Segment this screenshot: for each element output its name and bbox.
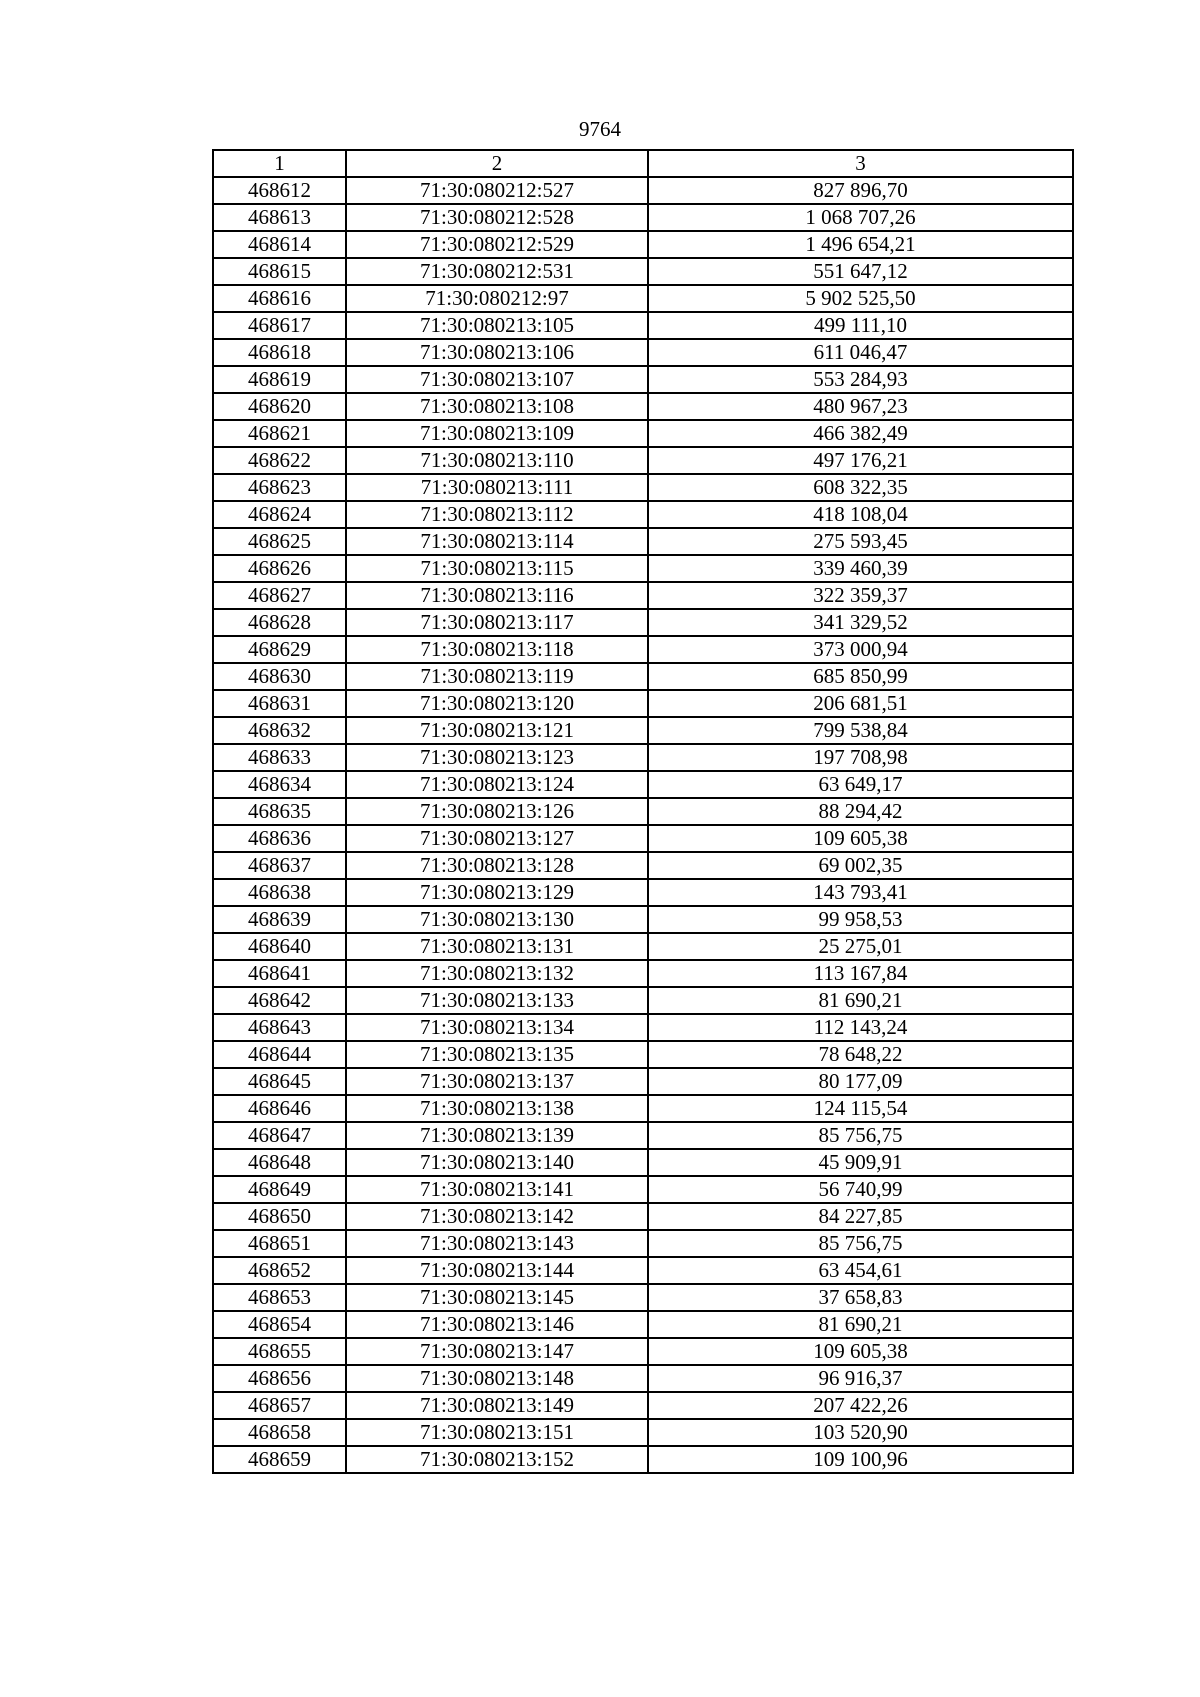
table-row (213, 960, 1073, 987)
row-number-cell: 468641 (213, 960, 346, 987)
value-cell: 85 756,75 (648, 1230, 1073, 1257)
row-number-cell: 468631 (213, 690, 346, 717)
row-number-cell: 468646 (213, 1095, 346, 1122)
table-row (213, 1014, 1073, 1041)
value-cell: 109 100,96 (648, 1446, 1073, 1473)
row-number-cell: 468649 (213, 1176, 346, 1203)
table-row (213, 1446, 1073, 1473)
table-row (213, 231, 1073, 258)
table-row (213, 1284, 1073, 1311)
cadastral-number-cell: 71:30:080213:144 (346, 1257, 648, 1284)
value-cell: 56 740,99 (648, 1176, 1073, 1203)
table-row (213, 204, 1073, 231)
cadastral-number-cell: 71:30:080212:528 (346, 204, 648, 231)
row-number-cell: 468639 (213, 906, 346, 933)
row-number-cell: 468638 (213, 879, 346, 906)
value-cell: 37 658,83 (648, 1284, 1073, 1311)
header-cell-2: 2 (346, 150, 648, 177)
cadastral-number-cell: 71:30:080212:531 (346, 258, 648, 285)
table-row (213, 474, 1073, 501)
table-row (213, 1041, 1073, 1068)
cadastral-number-cell: 71:30:080213:142 (346, 1203, 648, 1230)
table-row (213, 1203, 1073, 1230)
value-cell: 5 902 525,50 (648, 285, 1073, 312)
table-row (213, 1122, 1073, 1149)
cadastral-number-cell: 71:30:080213:129 (346, 879, 648, 906)
row-number-cell: 468618 (213, 339, 346, 366)
value-cell: 497 176,21 (648, 447, 1073, 474)
value-cell: 341 329,52 (648, 609, 1073, 636)
value-cell: 109 605,38 (648, 825, 1073, 852)
value-cell: 45 909,91 (648, 1149, 1073, 1176)
value-cell: 112 143,24 (648, 1014, 1073, 1041)
cadastral-number-cell: 71:30:080213:123 (346, 744, 648, 771)
registry-table (212, 149, 1074, 1474)
cadastral-number-cell: 71:30:080213:112 (346, 501, 648, 528)
table-row (213, 1365, 1073, 1392)
value-cell: 25 275,01 (648, 933, 1073, 960)
table-row (213, 1257, 1073, 1284)
row-number-cell: 468640 (213, 933, 346, 960)
row-number-cell: 468637 (213, 852, 346, 879)
value-cell: 63 649,17 (648, 771, 1073, 798)
header-cell-1: 1 (213, 150, 346, 177)
row-number-cell: 468622 (213, 447, 346, 474)
cadastral-number-cell: 71:30:080213:137 (346, 1068, 648, 1095)
cadastral-number-cell: 71:30:080213:120 (346, 690, 648, 717)
row-number-cell: 468614 (213, 231, 346, 258)
row-number-cell: 468658 (213, 1419, 346, 1446)
row-number-cell: 468627 (213, 582, 346, 609)
table-row (213, 879, 1073, 906)
cadastral-number-cell: 71:30:080213:135 (346, 1041, 648, 1068)
table-row (213, 1068, 1073, 1095)
row-number-cell: 468635 (213, 798, 346, 825)
table-row (213, 447, 1073, 474)
value-cell: 207 422,26 (648, 1392, 1073, 1419)
value-cell: 81 690,21 (648, 1311, 1073, 1338)
value-cell: 109 605,38 (648, 1338, 1073, 1365)
cadastral-number-cell: 71:30:080213:127 (346, 825, 648, 852)
cadastral-number-cell: 71:30:080213:110 (346, 447, 648, 474)
row-number-cell: 468642 (213, 987, 346, 1014)
table-row (213, 1392, 1073, 1419)
cadastral-number-cell: 71:30:080213:146 (346, 1311, 648, 1338)
table-row (213, 177, 1073, 204)
row-number-cell: 468656 (213, 1365, 346, 1392)
value-cell: 799 538,84 (648, 717, 1073, 744)
row-number-cell: 468644 (213, 1041, 346, 1068)
value-cell: 197 708,98 (648, 744, 1073, 771)
table-row (213, 393, 1073, 420)
value-cell: 1 068 707,26 (648, 204, 1073, 231)
cadastral-number-cell: 71:30:080213:117 (346, 609, 648, 636)
table-row (213, 339, 1073, 366)
row-number-cell: 468630 (213, 663, 346, 690)
table-row (213, 285, 1073, 312)
cadastral-number-cell: 71:30:080213:138 (346, 1095, 648, 1122)
row-number-cell: 468633 (213, 744, 346, 771)
table-row (213, 1338, 1073, 1365)
cadastral-number-cell: 71:30:080213:140 (346, 1149, 648, 1176)
row-number-cell: 468652 (213, 1257, 346, 1284)
header-row (213, 150, 1073, 177)
cadastral-number-cell: 71:30:080212:529 (346, 231, 648, 258)
row-number-cell: 468617 (213, 312, 346, 339)
row-number-cell: 468655 (213, 1338, 346, 1365)
row-number-cell: 468643 (213, 1014, 346, 1041)
row-number-cell: 468634 (213, 771, 346, 798)
cadastral-number-cell: 71:30:080213:114 (346, 528, 648, 555)
value-cell: 418 108,04 (648, 501, 1073, 528)
value-cell: 63 454,61 (648, 1257, 1073, 1284)
cadastral-number-cell: 71:30:080213:143 (346, 1230, 648, 1257)
row-number-cell: 468621 (213, 420, 346, 447)
cadastral-number-cell: 71:30:080213:134 (346, 1014, 648, 1041)
table-row (213, 420, 1073, 447)
value-cell: 1 496 654,21 (648, 231, 1073, 258)
cadastral-number-cell: 71:30:080212:527 (346, 177, 648, 204)
row-number-cell: 468616 (213, 285, 346, 312)
row-number-cell: 468648 (213, 1149, 346, 1176)
cadastral-number-cell: 71:30:080213:130 (346, 906, 648, 933)
row-number-cell: 468651 (213, 1230, 346, 1257)
row-number-cell: 468625 (213, 528, 346, 555)
cadastral-number-cell: 71:30:080213:128 (346, 852, 648, 879)
row-number-cell: 468645 (213, 1068, 346, 1095)
row-number-cell: 468624 (213, 501, 346, 528)
row-number-cell: 468650 (213, 1203, 346, 1230)
cadastral-number-cell: 71:30:080213:133 (346, 987, 648, 1014)
table-row (213, 987, 1073, 1014)
value-cell: 551 647,12 (648, 258, 1073, 285)
row-number-cell: 468623 (213, 474, 346, 501)
cadastral-number-cell: 71:30:080213:111 (346, 474, 648, 501)
table-row (213, 501, 1073, 528)
cadastral-number-cell: 71:30:080213:141 (346, 1176, 648, 1203)
value-cell: 113 167,84 (648, 960, 1073, 987)
value-cell: 78 648,22 (648, 1041, 1073, 1068)
header-cell-3: 3 (648, 150, 1073, 177)
value-cell: 81 690,21 (648, 987, 1073, 1014)
cadastral-number-cell: 71:30:080213:116 (346, 582, 648, 609)
table-row (213, 852, 1073, 879)
cadastral-number-cell: 71:30:080213:105 (346, 312, 648, 339)
cadastral-number-cell: 71:30:080213:145 (346, 1284, 648, 1311)
cadastral-number-cell: 71:30:080213:139 (346, 1122, 648, 1149)
table-row (213, 690, 1073, 717)
value-cell: 553 284,93 (648, 366, 1073, 393)
value-cell: 339 460,39 (648, 555, 1073, 582)
value-cell: 275 593,45 (648, 528, 1073, 555)
value-cell: 206 681,51 (648, 690, 1073, 717)
row-number-cell: 468654 (213, 1311, 346, 1338)
cadastral-number-cell: 71:30:080213:149 (346, 1392, 648, 1419)
table-row (213, 906, 1073, 933)
row-number-cell: 468612 (213, 177, 346, 204)
cadastral-number-cell: 71:30:080213:108 (346, 393, 648, 420)
cadastral-number-cell: 71:30:080213:107 (346, 366, 648, 393)
table-row (213, 636, 1073, 663)
cadastral-number-cell: 71:30:080213:126 (346, 798, 648, 825)
row-number-cell: 468613 (213, 204, 346, 231)
value-cell: 88 294,42 (648, 798, 1073, 825)
value-cell: 685 850,99 (648, 663, 1073, 690)
row-number-cell: 468620 (213, 393, 346, 420)
table-row (213, 744, 1073, 771)
table-row (213, 825, 1073, 852)
row-number-cell: 468653 (213, 1284, 346, 1311)
value-cell: 85 756,75 (648, 1122, 1073, 1149)
cadastral-number-cell: 71:30:080213:148 (346, 1365, 648, 1392)
cadastral-number-cell: 71:30:080213:151 (346, 1419, 648, 1446)
table-row (213, 609, 1073, 636)
value-cell: 322 359,37 (648, 582, 1073, 609)
table-row (213, 1176, 1073, 1203)
page-number: 9764 (579, 117, 621, 141)
row-number-cell: 468657 (213, 1392, 346, 1419)
value-cell: 84 227,85 (648, 1203, 1073, 1230)
cadastral-number-cell: 71:30:080213:109 (346, 420, 648, 447)
table-row (213, 663, 1073, 690)
cadastral-number-cell: 71:30:080213:118 (346, 636, 648, 663)
table-row (213, 1230, 1073, 1257)
value-cell: 124 115,54 (648, 1095, 1073, 1122)
row-number-cell: 468647 (213, 1122, 346, 1149)
row-number-cell: 468659 (213, 1446, 346, 1473)
table-row (213, 555, 1073, 582)
cadastral-number-cell: 71:30:080213:147 (346, 1338, 648, 1365)
table-row (213, 933, 1073, 960)
cadastral-number-cell: 71:30:080213:121 (346, 717, 648, 744)
value-cell: 373 000,94 (648, 636, 1073, 663)
cadastral-number-cell: 71:30:080212:97 (346, 285, 648, 312)
table-row (213, 1095, 1073, 1122)
value-cell: 611 046,47 (648, 339, 1073, 366)
table-row (213, 1419, 1073, 1446)
value-cell: 103 520,90 (648, 1419, 1073, 1446)
value-cell: 466 382,49 (648, 420, 1073, 447)
value-cell: 480 967,23 (648, 393, 1073, 420)
table-row (213, 528, 1073, 555)
cadastral-number-cell: 71:30:080213:119 (346, 663, 648, 690)
table-row (213, 312, 1073, 339)
row-number-cell: 468626 (213, 555, 346, 582)
table-row (213, 717, 1073, 744)
table-row (213, 1149, 1073, 1176)
cadastral-number-cell: 71:30:080213:115 (346, 555, 648, 582)
row-number-cell: 468632 (213, 717, 346, 744)
table-row (213, 771, 1073, 798)
value-cell: 608 322,35 (648, 474, 1073, 501)
cadastral-number-cell: 71:30:080213:131 (346, 933, 648, 960)
table-header (213, 150, 1073, 177)
row-number-cell: 468615 (213, 258, 346, 285)
value-cell: 499 111,10 (648, 312, 1073, 339)
table-body (213, 177, 1073, 1473)
value-cell: 80 177,09 (648, 1068, 1073, 1095)
cadastral-number-cell: 71:30:080213:132 (346, 960, 648, 987)
value-cell: 99 958,53 (648, 906, 1073, 933)
value-cell: 143 793,41 (648, 879, 1073, 906)
table-row (213, 258, 1073, 285)
table-row (213, 1311, 1073, 1338)
cadastral-number-cell: 71:30:080213:124 (346, 771, 648, 798)
value-cell: 69 002,35 (648, 852, 1073, 879)
cadastral-number-cell: 71:30:080213:152 (346, 1446, 648, 1473)
value-cell: 827 896,70 (648, 177, 1073, 204)
row-number-cell: 468628 (213, 609, 346, 636)
table-row (213, 366, 1073, 393)
row-number-cell: 468619 (213, 366, 346, 393)
table-row (213, 582, 1073, 609)
row-number-cell: 468629 (213, 636, 346, 663)
cadastral-number-cell: 71:30:080213:106 (346, 339, 648, 366)
table-row (213, 798, 1073, 825)
row-number-cell: 468636 (213, 825, 346, 852)
value-cell: 96 916,37 (648, 1365, 1073, 1392)
